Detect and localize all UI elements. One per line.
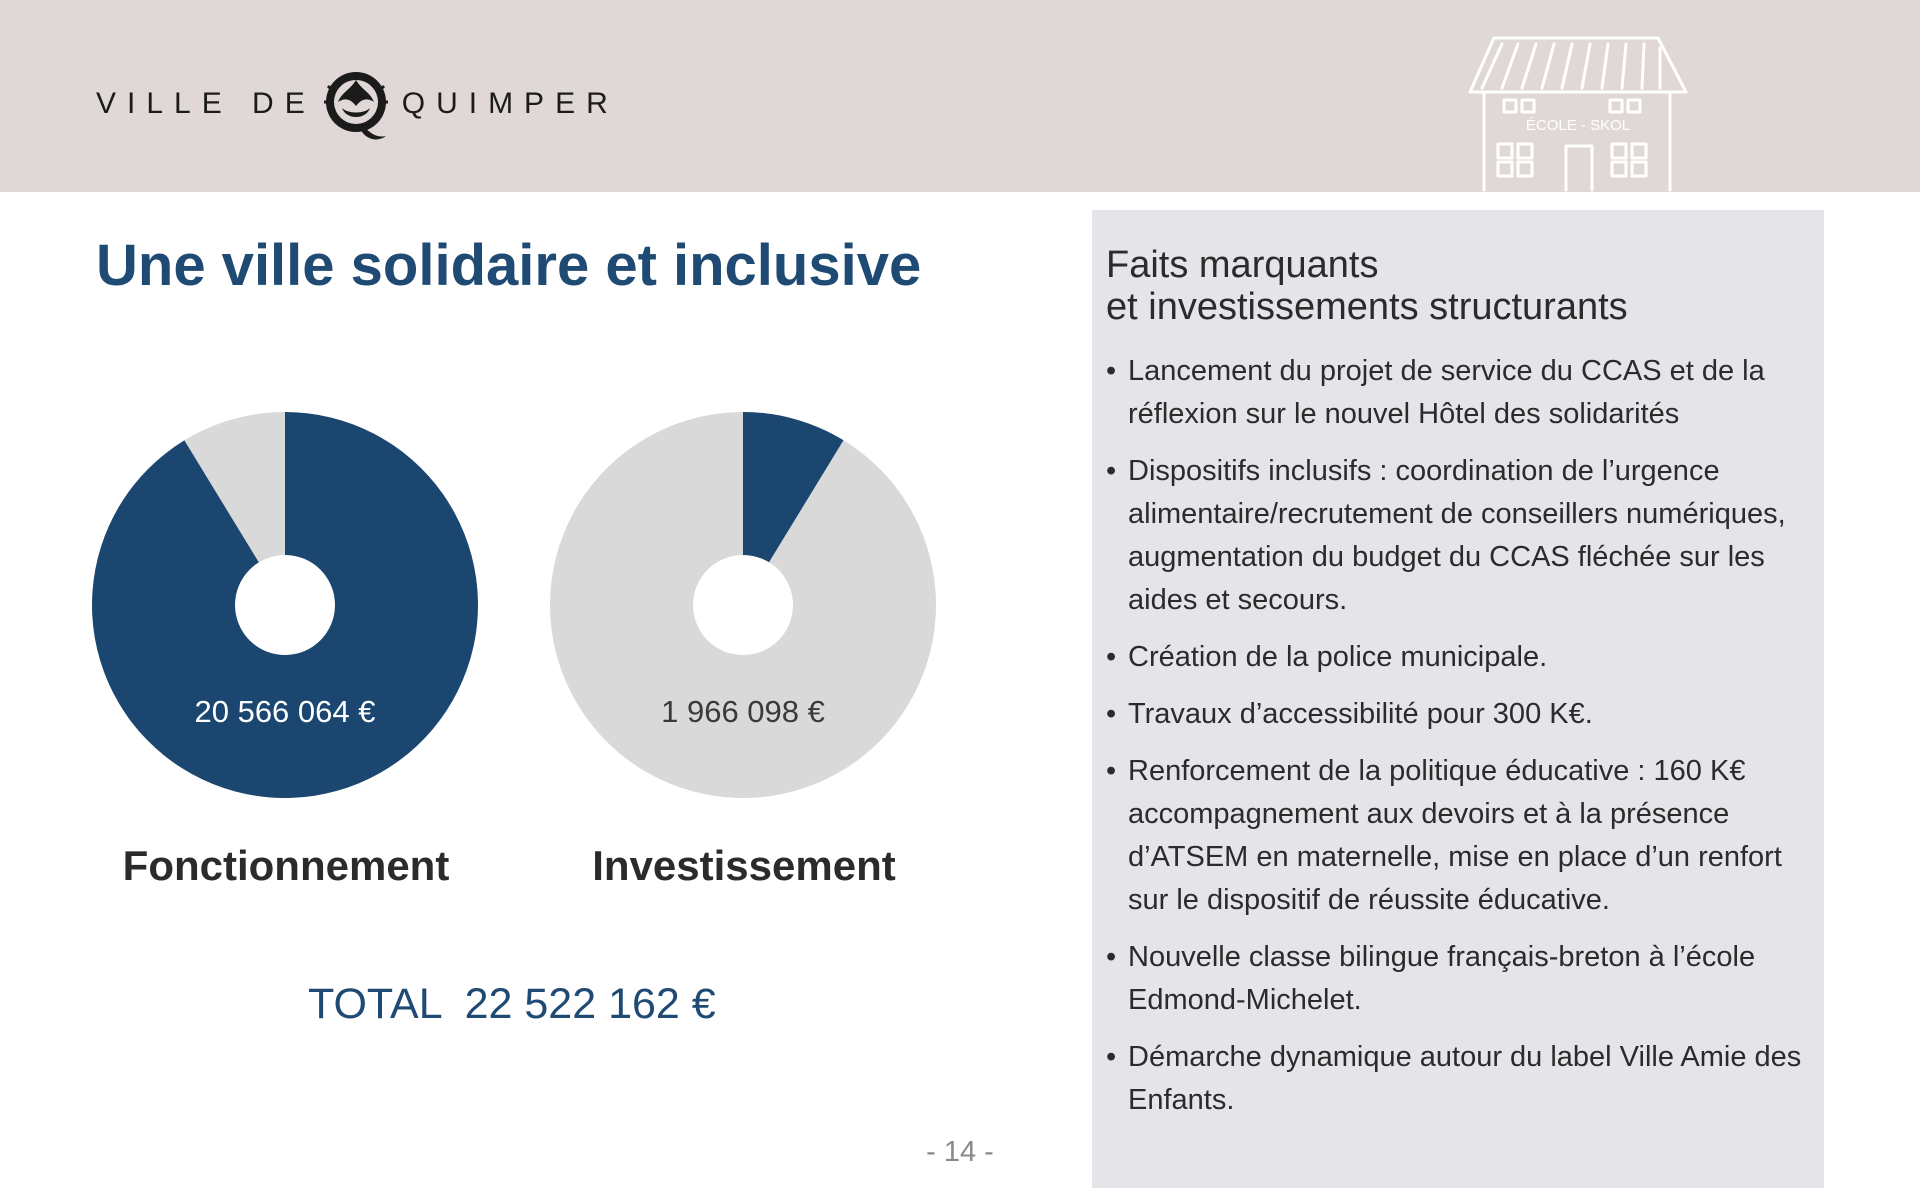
list-item xyxy=(1106,936,1806,1022)
bullet-icon: • xyxy=(1106,941,1117,973)
bullet-icon: • xyxy=(1106,755,1117,787)
pie-caption-fonctionnement: Fonctionnement xyxy=(122,842,450,889)
list-item xyxy=(1106,450,1806,622)
pie-value-label-fonctionnement: 20 566 064 € xyxy=(194,694,376,729)
list-item xyxy=(1106,350,1806,436)
bullet-icon: • xyxy=(1106,455,1117,487)
highlights-list xyxy=(1106,350,1806,1122)
list-item-text: Renforcement de la politique éducative : 160 K€ accompagnement aux devoirs et à la présence d’ATSEM en maternelle, mise en place d’un renfort sur le dispositif de réussite éducative. xyxy=(1128,755,1782,916)
panel-heading xyxy=(1106,244,1806,328)
logo-text-left: VILLE DE xyxy=(96,87,316,120)
school-building-icon xyxy=(1462,30,1692,192)
panel-heading-line-2: et investissements structurants xyxy=(1106,286,1628,328)
list-item-text: Création de la police municipale. xyxy=(1128,641,1548,673)
total-summary xyxy=(308,980,716,1029)
list-item xyxy=(1106,693,1806,736)
pie-center-hole-investissement xyxy=(693,555,793,655)
pie-caption-investissement: Investissement xyxy=(592,842,896,889)
list-item xyxy=(1106,636,1806,679)
list-item xyxy=(1106,750,1806,922)
panel-heading-line-1: Faits marquants xyxy=(1106,244,1379,286)
header-band xyxy=(0,0,1920,192)
bullet-icon: • xyxy=(1106,641,1117,673)
pie-center-hole-fonctionnement xyxy=(235,555,335,655)
bullet-icon: • xyxy=(1106,698,1117,730)
bullet-icon: • xyxy=(1106,355,1117,387)
total-amount: 22 522 162 € xyxy=(464,980,716,1028)
bullet-icon: • xyxy=(1106,1041,1117,1073)
highlights-panel xyxy=(1092,210,1824,1188)
page-number: - 14 - xyxy=(926,1136,994,1168)
city-logo[interactable] xyxy=(96,62,619,146)
list-item-text: Travaux d’accessibilité pour 300 K€. xyxy=(1128,698,1593,730)
quimper-emblem-icon xyxy=(312,62,400,146)
pie-chart-fonctionnement xyxy=(92,412,478,798)
total-label: TOTAL xyxy=(308,980,443,1028)
list-item-text: Lancement du projet de service du CCAS et de la réflexion sur le nouvel Hôtel des solidarités xyxy=(1128,355,1765,430)
pie-chart-investissement xyxy=(550,412,936,798)
logo-text-right: QUIMPER xyxy=(401,87,619,120)
pie-value-label-investissement: 1 966 098 € xyxy=(661,694,825,729)
list-item-text: Nouvelle classe bilingue français-breton à l’école Edmond-Michelet. xyxy=(1128,941,1756,1016)
list-item-text: Démarche dynamique autour du label Ville Amie des Enfants. xyxy=(1128,1041,1802,1116)
list-item xyxy=(1106,1036,1806,1122)
list-item-text: Dispositifs inclusifs : coordination de l’urgence alimentaire/recrutement de conseillers numériques, augmentation du budget du CCAS fléchée sur les aides et secours. xyxy=(1128,455,1786,616)
page-title: Une ville solidaire et inclusive xyxy=(96,233,922,298)
school-sign-text: ÉCOLE - SKOL xyxy=(1525,117,1631,134)
